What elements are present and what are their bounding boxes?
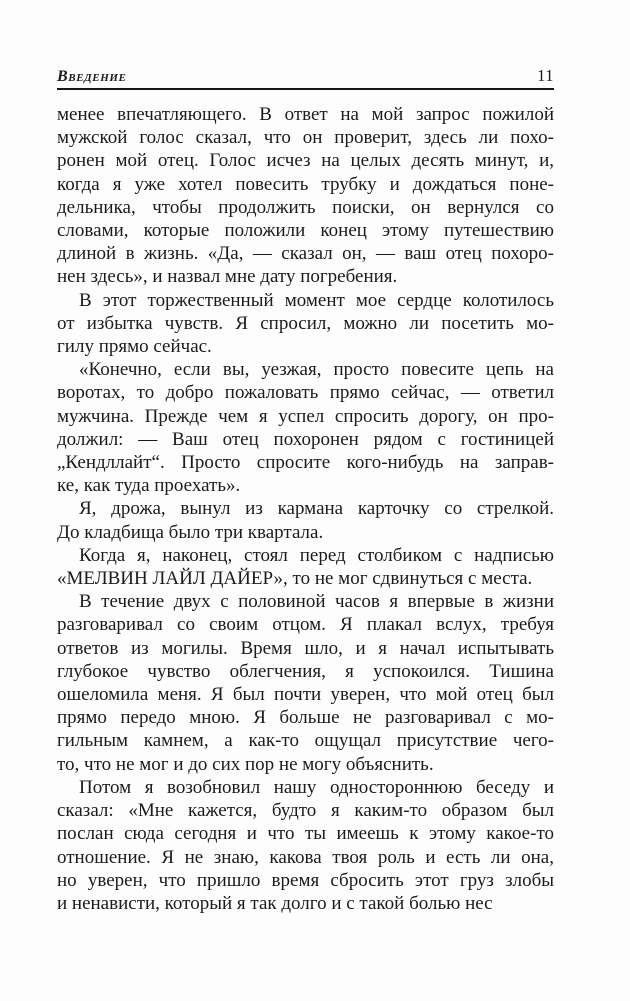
text-line: «Конечно, если вы, уезжая, просто повесите цепь на	[79, 359, 554, 381]
text-line: ошеломила меня. Я был почти уверен, что мой отец был	[57, 684, 554, 706]
text-line: дельника, чтобы продолжить поиски, он вернулся со	[57, 196, 554, 218]
text-line: нен здесь», и назвал мне дату погребения.	[57, 266, 398, 288]
text-line: длиной в жизнь. «Да, — сказал он, — ваш отец похоро-	[57, 243, 554, 265]
text-line: Я, дрожа, вынул из кармана карточку со стрелкой.	[79, 498, 554, 520]
text-line: „Кендллайт“. Просто спросите кого-нибудь на заправ-	[57, 452, 554, 474]
text-line: мужчина. Прежде чем я успел спросить дорогу, он про-	[57, 405, 554, 427]
text-line: то, что не мог и до сих пор не могу объяснить.	[57, 753, 434, 775]
text-line: ответов из могилы. Время шло, и я начал испытывать	[57, 637, 554, 659]
page-number: 11	[537, 66, 554, 85]
text-line: Когда я, наконец, стоял перед столбиком с надписью	[79, 544, 554, 566]
text-block	[57, 66, 554, 915]
paragraph	[57, 358, 554, 497]
text-line: Потом я возобновил нашу одностороннюю беседу и	[79, 776, 554, 798]
paragraph	[57, 497, 554, 543]
text-line: ке, как туда проехать».	[57, 475, 241, 497]
text-line: сказал: «Мне кажется, будто я каким-то образом был	[57, 800, 554, 822]
paragraph	[57, 590, 554, 776]
text-line: В этот торжественный момент мое сердце колотилось	[79, 289, 554, 311]
text-line: разговаривал со своим отцом. Я плакал вслух, требуя	[57, 614, 554, 636]
text-line: глубокое чувство облегчения, я успокоился. Тишина	[57, 660, 554, 682]
body-text	[57, 103, 554, 915]
text-line: должил: — Ваш отец похоронен рядом с гостиницей	[57, 428, 554, 450]
paragraph	[57, 544, 554, 590]
paragraph	[57, 776, 554, 915]
paragraph	[57, 103, 554, 289]
text-line: послан сюда сегодня и что ты имеешь к этому какое-то	[57, 823, 554, 845]
text-line: ронен мой отец. Голос исчез на целых десять минут, и,	[57, 150, 554, 172]
paragraph	[57, 289, 554, 359]
text-line: и ненависти, который я так долго и с такой болью нес	[57, 892, 493, 914]
text-line: гилу прямо сейчас.	[57, 336, 212, 358]
text-line: отношение. Я не знаю, какова твоя роль и есть ли она,	[57, 846, 554, 868]
text-line: До кладбища было три квартала.	[57, 521, 324, 543]
running-header	[57, 66, 554, 90]
text-line: гильным камнем, а как-то ощущал присутствие чего-	[57, 730, 554, 752]
text-line: от избытка чувств. Я спросил, можно ли посетить мо-	[57, 312, 554, 334]
text-line: мужской голос сказал, что он проверит, здесь ли похо-	[57, 127, 554, 149]
text-line: прямо передо мною. Я больше не разговаривал с мо-	[57, 707, 554, 729]
text-line: «МЕЛВИН ЛАЙЛ ДАЙЕР», то не мог сдвинуться с места.	[57, 568, 533, 590]
text-line: но уверен, что пришло время сбросить этот груз злобы	[57, 869, 554, 891]
section-title: Введение	[57, 68, 127, 85]
text-line: воротах, то добро пожаловать прямо сейчас, — ответил	[57, 382, 554, 404]
text-line: В течение двух с половиной часов я впервые в жизни	[79, 591, 554, 613]
text-line: когда я уже хотел повесить трубку и дождаться поне-	[57, 173, 554, 195]
text-line: словами, которые положили конец этому путешествию	[57, 220, 554, 242]
text-line: менее впечатляющего. В ответ на мой запрос пожилой	[57, 104, 554, 125]
